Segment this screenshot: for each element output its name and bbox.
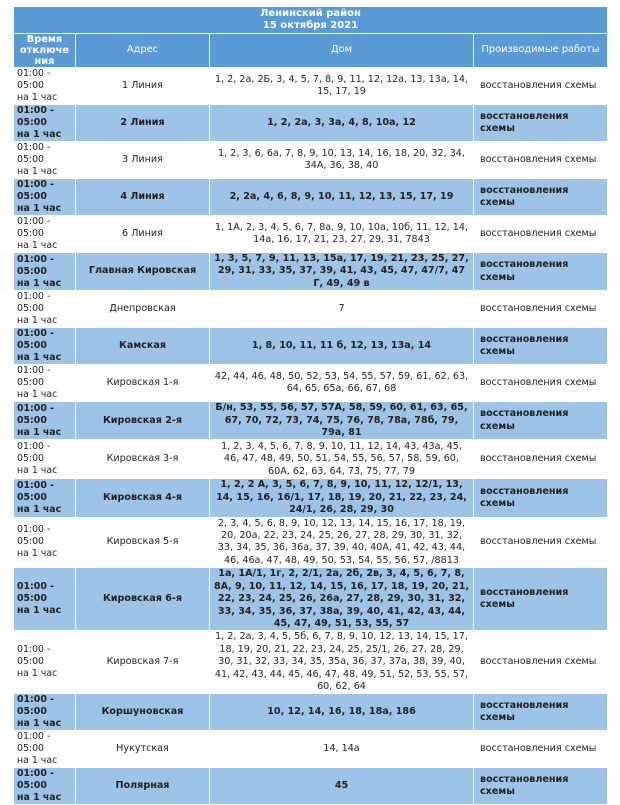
outage-time-cell bbox=[14, 440, 76, 479]
work-cell: восстановления схемы bbox=[474, 179, 608, 216]
houses-cell: 2, 3, 4, 5, 6, 8, 9, 10, 12, 13, 14, 15, 16, 17, 18, 19, 20, 20а, 22, 23, 24, 25, 26, 27, 28, 29, 30, 31, 32, 33, 34, 35, 36, 36а, 37, 39, 40, 40А, 41, 42, 43, 44, 46, 46а, 47, 48, 49, 50, 53, 54, 55, 56, 57, /8813 bbox=[210, 517, 474, 568]
outage-duration: на 1 час bbox=[17, 668, 58, 680]
work-cell: восстановления схемы bbox=[474, 479, 608, 517]
outage-time-cell bbox=[14, 253, 76, 291]
outage-time-cell bbox=[14, 365, 76, 402]
address-cell: Полярная bbox=[76, 768, 210, 805]
outage-duration: на 1 час bbox=[17, 240, 58, 251]
address-cell: Кировская 6-я bbox=[76, 568, 210, 631]
outage-time: 01:00 - 05:00 bbox=[17, 291, 51, 315]
houses-cell: 42, 44, 46, 48, 50, 52, 53, 54, 55, 57, 59, 61, 62, 63, 64, 65, 65а, 66, 67, 68 bbox=[210, 365, 474, 402]
houses-cell: 1, 3, 5, 7, 9, 11, 13, 15а, 17, 19, 21, 23, 25, 27, 29, 31, 33, 35, 37, 39, 41, 43, 45, 47, 47/7, 47 Г, 49, 49 в bbox=[210, 253, 474, 291]
work-cell: восстановления схемы bbox=[474, 440, 608, 479]
outage-time-cell bbox=[14, 216, 76, 253]
table-row bbox=[14, 105, 608, 142]
houses-cell: 1, 2, 2 А, 3, 5, 6, 7, 8, 9, 10, 11, 12, 12/1, 13, 14, 15, 16, 16/1, 17, 18, 19, 20, 21, 22, 23, 24, 24/1, 26, 28, 29, 30 bbox=[210, 479, 474, 517]
header-address: Адрес bbox=[76, 34, 210, 68]
table-title bbox=[14, 7, 608, 34]
address-cell: Кировская 1-я bbox=[76, 365, 210, 402]
work-cell: восстановления схемы bbox=[474, 568, 608, 631]
work-cell: восстановления схемы bbox=[474, 291, 608, 328]
outage-duration: на 1 час bbox=[17, 426, 62, 438]
houses-cell: 2, 2а, 4, 6, 8, 9, 10, 11, 12, 13, 15, 17, 19 bbox=[210, 179, 474, 216]
outage-time: 01:00 - 05:00 bbox=[17, 694, 54, 718]
outage-time: 01:00 - 05:00 bbox=[17, 179, 54, 202]
work-cell: восстановления схемы bbox=[474, 631, 608, 694]
outage-duration: на 1 час bbox=[17, 92, 58, 103]
outage-time-cell bbox=[14, 517, 76, 568]
outage-time-cell bbox=[14, 291, 76, 328]
table-row bbox=[14, 328, 608, 365]
houses-cell: 1, 2, 3, 4, 5, 6, 7, 8, 9, 10, 11, 12, 14, 43, 43а, 45, 46, 47, 48, 49, 50, 51, 54, 55, 56, 57, 58, 59, 60, 60А, 62, 63, 64, 73, 75, 77, 79 bbox=[210, 440, 474, 479]
header-time: Время отключения bbox=[14, 34, 76, 68]
work-cell: восстановления схемы bbox=[474, 731, 608, 768]
work-cell: восстановления схемы bbox=[474, 142, 608, 179]
work-cell: восстановления схемы bbox=[474, 253, 608, 291]
outage-duration: на 1 час bbox=[17, 166, 58, 177]
houses-cell: 1, 2, 3, 6, 6а, 7, 8, 9, 10, 13, 14, 16, 18, 20, 32, 34, 34А, 36, 38, 40 bbox=[210, 142, 474, 179]
table-header-row bbox=[14, 34, 608, 68]
address-cell: 2 Линия bbox=[76, 105, 210, 142]
address-cell: Кировская 4-я bbox=[76, 479, 210, 517]
houses-cell: 14, 14а bbox=[210, 731, 474, 768]
work-cell: восстановления схемы bbox=[474, 328, 608, 365]
outage-time: 01:00 - 05:00 bbox=[17, 402, 54, 426]
houses-cell: 1, 8, 10, 11, 11 б, 12, 13, 13а, 14 bbox=[210, 328, 474, 365]
outage-time-cell bbox=[14, 568, 76, 631]
outage-duration: на 1 час bbox=[17, 465, 58, 477]
work-cell: восстановления схемы bbox=[474, 694, 608, 731]
outage-time: 01:00 - 05:00 bbox=[17, 216, 51, 239]
table-row bbox=[14, 179, 608, 216]
work-cell: восстановления схемы bbox=[474, 216, 608, 253]
outage-time: 01:00 - 05:00 bbox=[17, 731, 51, 755]
table-row bbox=[14, 479, 608, 517]
header-work: Производимые работы bbox=[474, 34, 608, 68]
address-cell: Нукутская bbox=[76, 731, 210, 768]
outage-duration: на 1 час bbox=[17, 792, 62, 804]
outage-time-cell bbox=[14, 479, 76, 517]
outage-time-cell bbox=[14, 105, 76, 142]
outage-time: 01:00 - 05:00 bbox=[17, 768, 54, 792]
outage-time: 01:00 - 05:00 bbox=[17, 105, 54, 128]
outage-duration: на 1 час bbox=[17, 718, 62, 730]
table-row bbox=[14, 568, 608, 631]
address-cell: Днепровская bbox=[76, 291, 210, 328]
outage-time: 01:00 - 05:00 bbox=[17, 328, 54, 352]
outage-time: 01:00 - 05:00 bbox=[17, 142, 51, 165]
outage-time-cell bbox=[14, 179, 76, 216]
outage-time: 01:00 - 05:00 bbox=[17, 480, 54, 504]
houses-cell: 1, 1А, 2, 3, 4, 5, 6, 7, 8а, 9, 10, 10а, 10б, 11, 12, 14, 14а, 16, 17, 21, 23, 27, 29, 31, 7843 bbox=[210, 216, 474, 253]
outage-time: 01:00 - 05:00 bbox=[17, 253, 54, 277]
houses-cell: 1, 2, 2а, 3, 3а, 4, 8, 10а, 12 bbox=[210, 105, 474, 142]
outage-time: 01:00 - 05:00 bbox=[17, 644, 51, 668]
table-row bbox=[14, 216, 608, 253]
work-cell: восстановления схемы bbox=[474, 768, 608, 805]
houses-cell: 7 bbox=[210, 291, 474, 328]
outage-schedule bbox=[13, 6, 607, 805]
outage-time: 01:00 - 05:00 bbox=[17, 68, 51, 91]
address-cell: Главная Кировская bbox=[76, 253, 210, 291]
houses-cell: 45 bbox=[210, 768, 474, 805]
houses-cell: 1а, 1А/1, 1г, 2, 2/1, 2а, 2б, 2в, 3, 4, 5, 6, 7, 8, 8А, 9, 10, 11, 12, 14, 15, 16, 17, 18, 19, 20, 21, 22, 23, 24, 25, 26, 26а, 27, 28, 29, 30, 31, 32, 33, 34, 35, 36, 37, 38а, 39, 40, 41, 42, 43, 44, 45, 47, 49, 51, 53, 55, 57 bbox=[210, 568, 474, 631]
address-cell: Кировская 3-я bbox=[76, 440, 210, 479]
houses-cell: Б/н, 53, 55, 56, 57, 57А, 58, 59, 60, 61, 63, 65, 67, 70, 72, 73, 74, 75, 76, 78, 78а, 78б, 79, 79а, 81 bbox=[210, 402, 474, 440]
outage-duration: на 1 час bbox=[17, 548, 58, 560]
table-row bbox=[14, 440, 608, 479]
outage-time-cell bbox=[14, 694, 76, 731]
header-house: Дом bbox=[210, 34, 474, 68]
work-cell: восстановления схемы bbox=[474, 68, 608, 105]
work-cell: восстановления схемы bbox=[474, 365, 608, 402]
outage-time-cell bbox=[14, 402, 76, 440]
address-cell: Кировская 2-я bbox=[76, 402, 210, 440]
address-cell: 1 Линия bbox=[76, 68, 210, 105]
table-row bbox=[14, 768, 608, 805]
table-row bbox=[14, 402, 608, 440]
outage-duration: на 1 час bbox=[17, 755, 58, 767]
outage-time-cell bbox=[14, 731, 76, 768]
table-row bbox=[14, 253, 608, 291]
outage-time: 01:00 - 05:00 bbox=[17, 441, 51, 465]
outage-time-cell bbox=[14, 68, 76, 105]
table-row bbox=[14, 631, 608, 694]
outage-duration: на 1 час bbox=[17, 129, 62, 140]
houses-cell: 10, 12, 14, 16, 18, 18а, 186 bbox=[210, 694, 474, 731]
outage-time-cell bbox=[14, 768, 76, 805]
table-row bbox=[14, 694, 608, 731]
address-cell: Кировская 7-я bbox=[76, 631, 210, 694]
outage-duration: на 1 час bbox=[17, 605, 62, 617]
table-title-row bbox=[14, 7, 608, 34]
address-cell: Кировская 5-я bbox=[76, 517, 210, 568]
work-cell: восстановления схемы bbox=[474, 517, 608, 568]
table-row bbox=[14, 731, 608, 768]
work-cell: восстановления схемы bbox=[474, 105, 608, 142]
table-row bbox=[14, 517, 608, 568]
outage-duration: на 1 час bbox=[17, 203, 62, 214]
outage-time: 01:00 - 05:00 bbox=[17, 365, 51, 389]
houses-cell: 1, 2, 2а, 3, 4, 5, 5б, 6, 7, 8, 9, 10, 12, 13, 14, 15, 17, 18, 19, 20, 21, 22, 23, 24, 25, 25/1, 26, 27, 28, 29, 30, 31, 32, 33, 34, 35, 35а, 36, 37, 37а, 38, 39, 40, 41, 42, 43, 44, 45, 46, 47, 48, 49, 51, 52, 53, 55, 57, 60, 62, 64 bbox=[210, 631, 474, 694]
outage-duration: на 1 час bbox=[17, 389, 58, 401]
outage-time: 01:00 - 05:00 bbox=[17, 581, 54, 605]
outage-time: 01:00 - 05:00 bbox=[17, 524, 51, 548]
address-cell: Камская bbox=[76, 328, 210, 365]
outage-time-cell bbox=[14, 142, 76, 179]
outage-duration: на 1 час bbox=[17, 277, 62, 289]
table-row bbox=[14, 142, 608, 179]
schedule-date: 15 октября 2021 bbox=[262, 20, 359, 31]
address-cell: Коршуновская bbox=[76, 694, 210, 731]
work-cell: восстановления схемы bbox=[474, 402, 608, 440]
address-cell: 6 Линия bbox=[76, 216, 210, 253]
table-body bbox=[14, 68, 608, 805]
houses-cell: 1, 2, 2а, 2Б, 3, 4, 5, 7, 8, 9, 11, 12, 12а, 13, 13а, 14, 15, 17, 19 bbox=[210, 68, 474, 105]
table-row bbox=[14, 365, 608, 402]
outage-duration: на 1 час bbox=[17, 504, 62, 516]
address-cell: 4 Линия bbox=[76, 179, 210, 216]
table-row bbox=[14, 68, 608, 105]
table-row bbox=[14, 291, 608, 328]
outage-time-cell bbox=[14, 631, 76, 694]
address-cell: 3 Линия bbox=[76, 142, 210, 179]
outage-duration: на 1 час bbox=[17, 352, 62, 364]
district-name: Ленинский район bbox=[260, 8, 361, 19]
outage-time-cell bbox=[14, 328, 76, 365]
outage-table bbox=[13, 6, 608, 805]
outage-duration: на 1 час bbox=[17, 315, 58, 327]
